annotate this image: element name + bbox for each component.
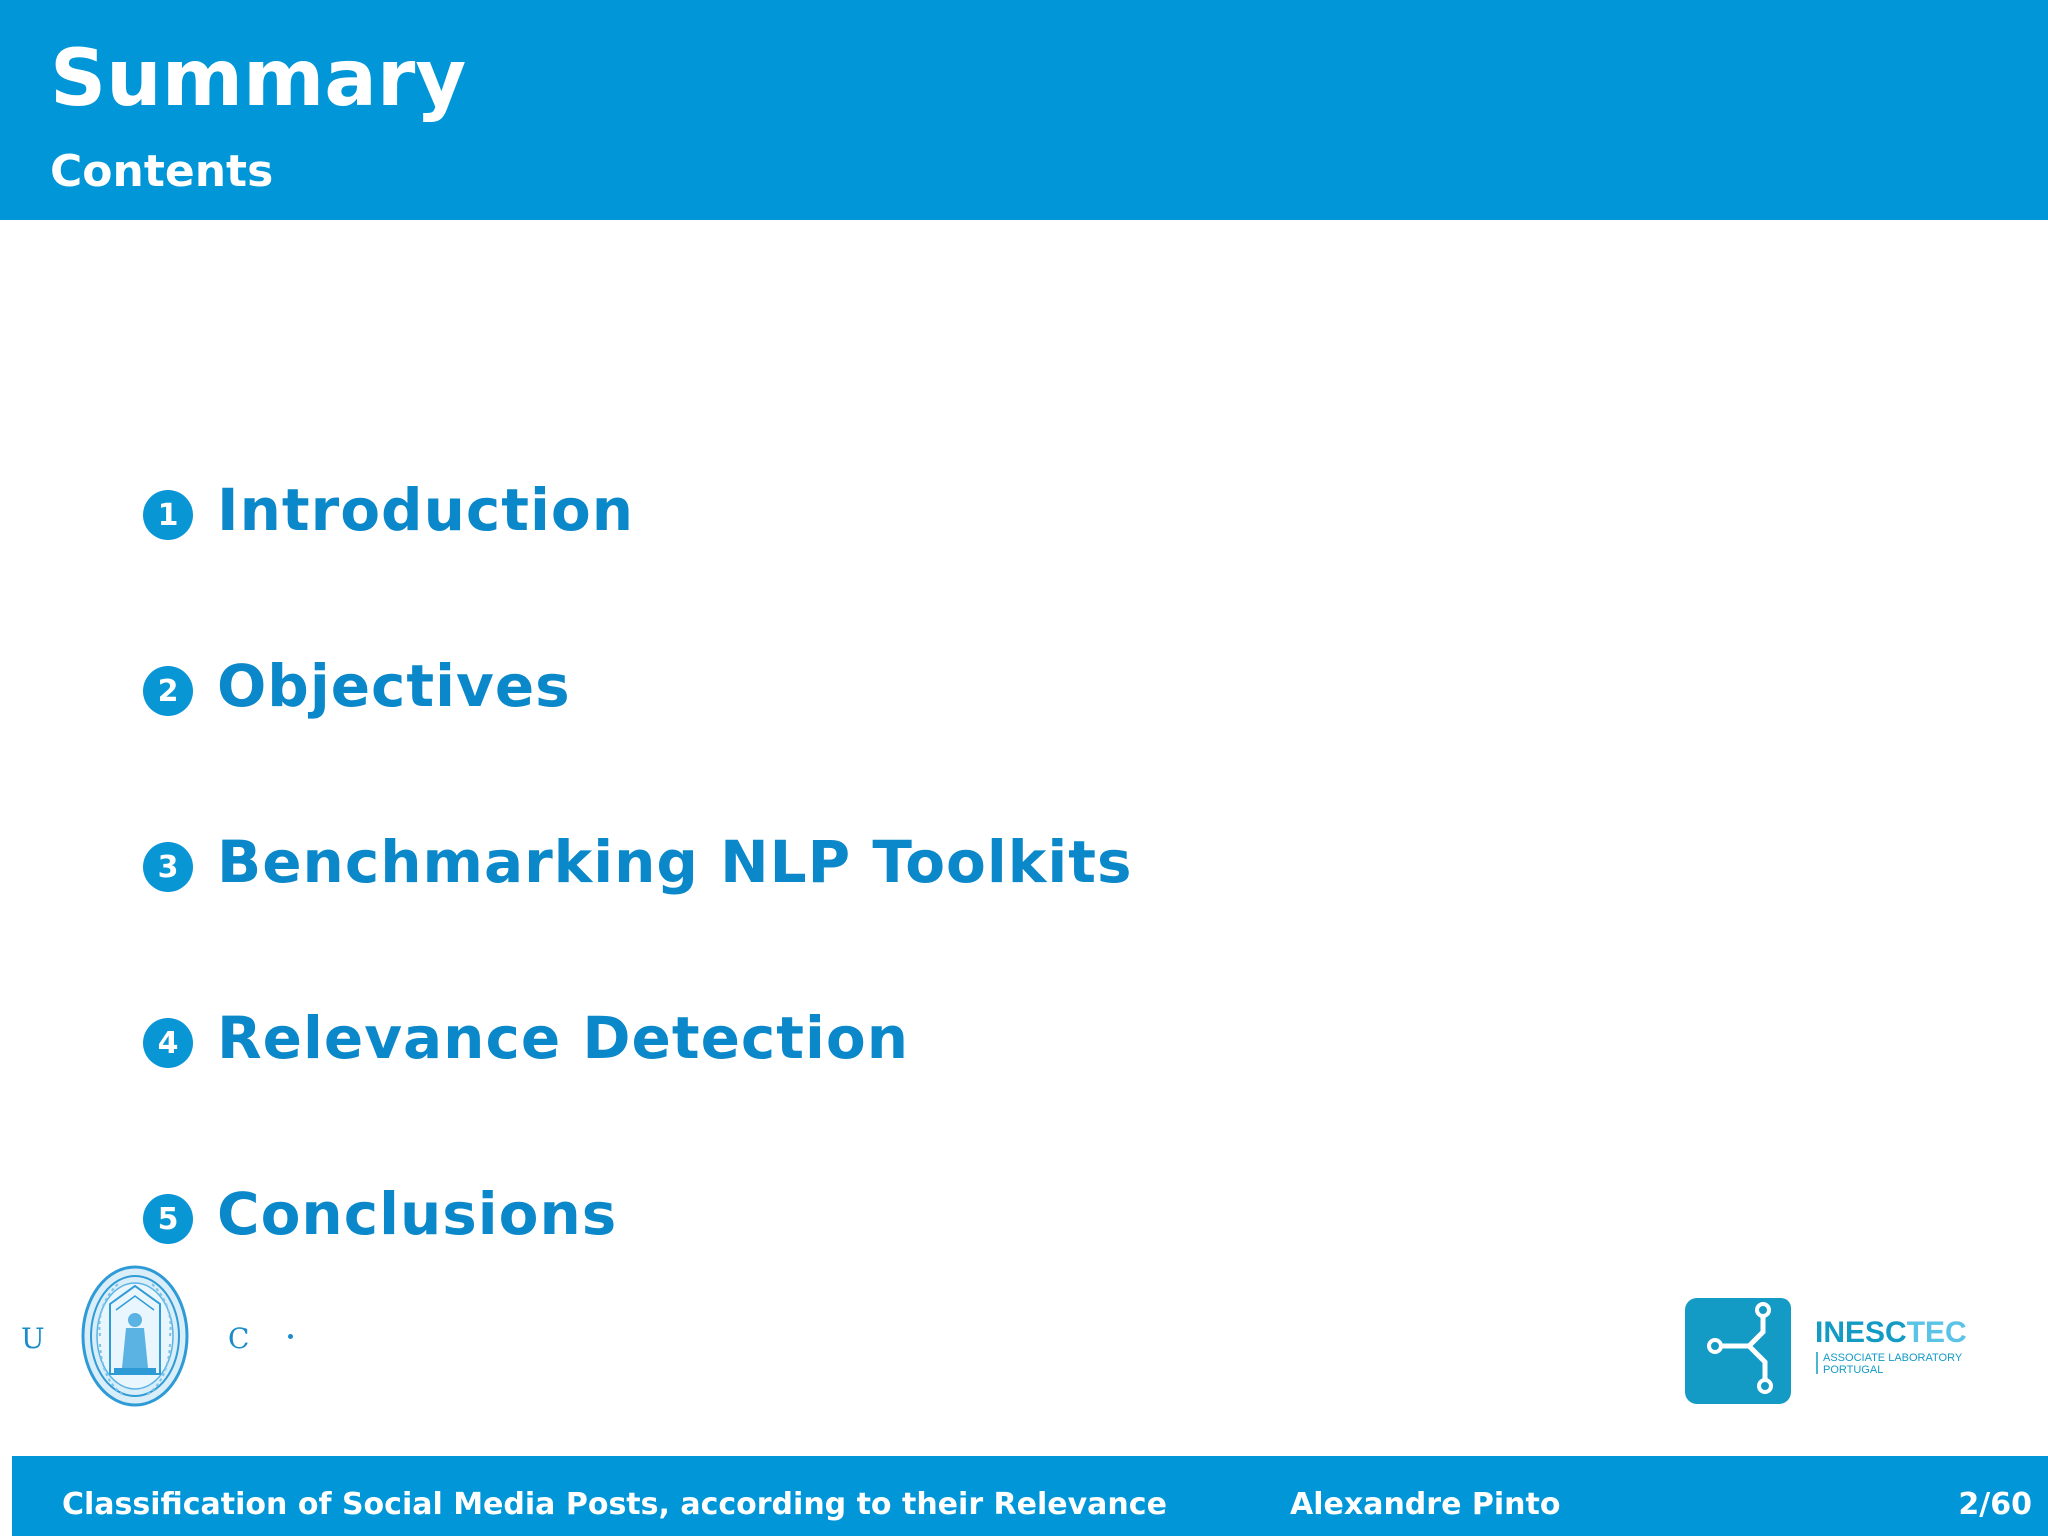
toc-item[interactable]: [143, 1126, 1132, 1302]
toc-number-badge: 5: [143, 1194, 193, 1244]
footer-presentation-title: Classification of Social Media Posts, according to their Relevance: [62, 1487, 1167, 1522]
toc-item-label[interactable]: Benchmarking NLP Toolkits: [217, 828, 1133, 896]
toc-item-label[interactable]: Relevance Detection: [217, 1004, 910, 1072]
toc-item-label[interactable]: Conclusions: [217, 1180, 618, 1248]
toc-item[interactable]: [143, 950, 1132, 1126]
toc-item[interactable]: [143, 422, 1132, 598]
university-seal-logo: [80, 1264, 190, 1408]
toc-item[interactable]: [143, 598, 1132, 774]
toc-number-badge: 4: [143, 1018, 193, 1068]
uc-logo-dot: [288, 1334, 293, 1339]
slide-footer: [12, 1456, 2048, 1536]
uc-logo-letter-c: C: [228, 1322, 250, 1355]
toc-item-label[interactable]: Objectives: [217, 652, 571, 720]
inesc-tagline-2: PORTUGAL: [1823, 1364, 1884, 1376]
toc-item[interactable]: [143, 774, 1132, 950]
inesc-name-a: INESC: [1815, 1316, 1907, 1349]
inesc-name-b: TEC: [1906, 1316, 1967, 1349]
toc-number-badge: 3: [143, 842, 193, 892]
inesctec-logo: [1683, 1296, 1968, 1406]
footer-page-number: 2/60: [1958, 1487, 2032, 1522]
footer-author: Alexandre Pinto: [1290, 1487, 1561, 1522]
slide-subtitle: Contents: [50, 146, 274, 197]
toc-number-badge: 2: [143, 666, 193, 716]
uc-logo-letter-u: U: [21, 1322, 45, 1355]
table-of-contents: [143, 422, 1132, 1302]
inesc-tagline-1: ASSOCIATE LABORATORY: [1823, 1352, 1963, 1364]
toc-item-label[interactable]: Introduction: [217, 476, 634, 544]
slide-header: [0, 0, 2048, 220]
toc-number-badge: 1: [143, 490, 193, 540]
slide-title: Summary: [50, 34, 467, 124]
svg-text:INESCTEC: [1815, 1316, 1967, 1349]
